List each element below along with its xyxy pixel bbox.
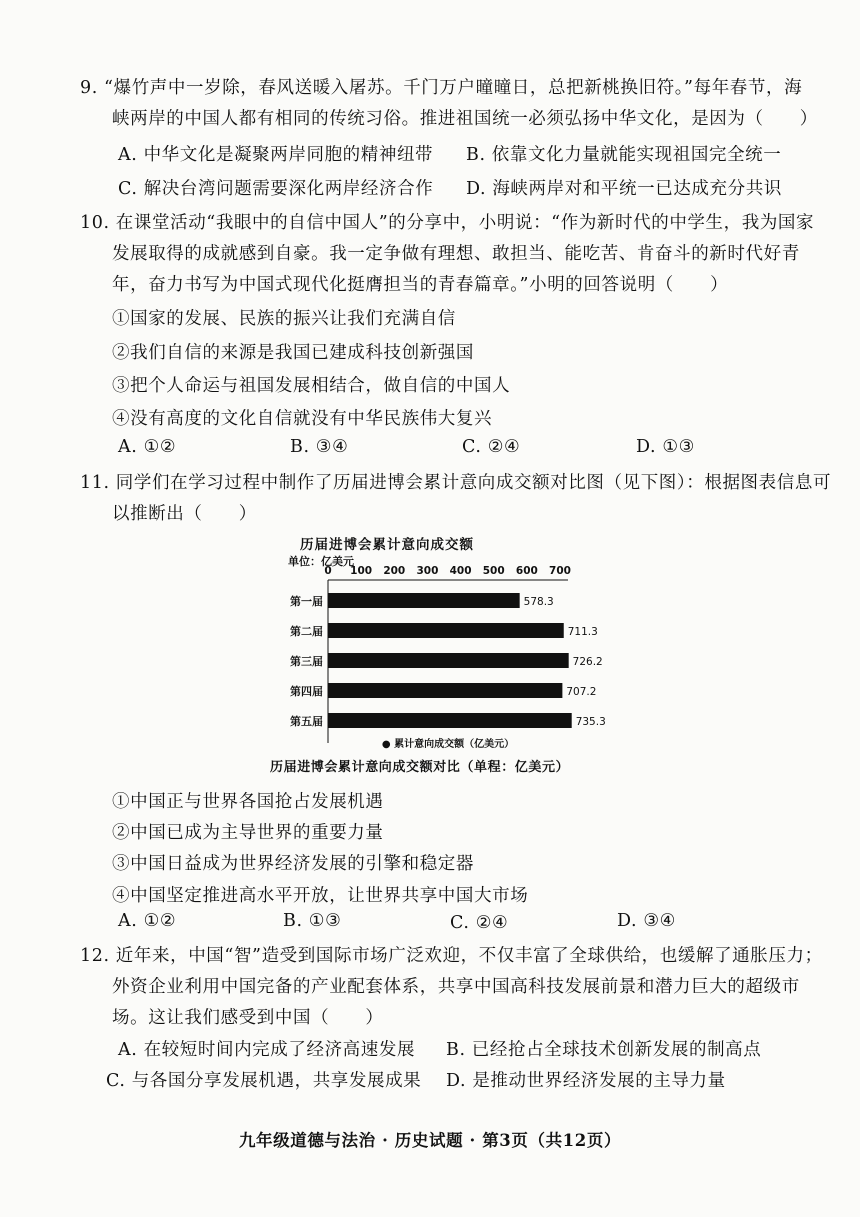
expo-chart	[270, 525, 606, 780]
q11-option-c: C. ②④	[450, 913, 509, 933]
q10-item-2: ②我们自信的来源是我国已建成科技创新强国	[112, 343, 474, 363]
q10-item-3: ③把个人命运与祖国发展相结合，做自信的中国人	[112, 376, 511, 396]
q11-item-4: ④中国坚定推进高水平开放，让世界共享中国大市场	[112, 886, 529, 906]
q9-line-2: 峡两岸的中国人都有相同的传统习俗。推进祖国统一必须弘扬中华文化，是因为（ ）	[112, 109, 818, 129]
bar	[328, 623, 564, 638]
q11-line-1: 11. 同学们在学习过程中制作了历届进博会累计意向成交额对比图（见下图）：根据图表信息可	[80, 473, 832, 493]
bar	[328, 713, 572, 728]
q12-option-b: B. 已经抢占全球技术创新发展的制高点	[446, 1040, 762, 1060]
legend-label: ● 累计意向成交额（亿美元）	[381, 739, 515, 750]
x-tick-label: 0	[324, 565, 332, 577]
q12-line-3: 场。这让我们感受到中国（ ）	[112, 1008, 384, 1028]
q11-option-d: D. ③④	[617, 911, 676, 931]
q10-option-d: D. ①③	[636, 437, 695, 457]
bar-chart-svg	[270, 525, 606, 755]
q11-option-b: B. ①③	[283, 911, 342, 931]
bar	[328, 593, 520, 608]
chart-unit-label: 单位：亿美元	[288, 555, 354, 568]
q10-line-2: 发展取得的成就感到自豪。我一定争做有理想、敢担当、能吃苦、肯奋斗的新时代好青	[112, 244, 800, 264]
q12-option-d: D. 是推动世界经济发展的主导力量	[446, 1071, 726, 1091]
bar-value-label: 735.3	[575, 716, 606, 728]
x-tick-label: 700	[549, 565, 571, 577]
q12-line-1: 12. 近年来，中国“智”造受到国际市场广泛欢迎，不仅丰富了全球供给，也缓解了通胀压力；	[80, 946, 823, 966]
category-label: 第五届	[290, 715, 323, 728]
category-label: 第二届	[290, 625, 323, 638]
bar-value-label: 726.2	[572, 656, 603, 668]
q12-option-a: A. 在较短时间内完成了经济高速发展	[118, 1040, 416, 1060]
bar	[328, 653, 569, 668]
q12-line-2: 外资企业利用中国完备的产业配套体系，共享中国高科技发展前景和潜力巨大的超级市	[112, 977, 800, 997]
q11-option-a: A. ①②	[118, 911, 177, 931]
x-tick-label: 300	[416, 565, 439, 577]
q10-option-b: B. ③④	[290, 437, 349, 457]
q10-line-1: 10. 在课堂活动“我眼中的自信中国人”的分享中，小明说：“作为新时代的中学生，我为国家	[80, 213, 815, 233]
chart-title: 历届进博会累计意向成交额	[300, 537, 474, 553]
x-tick-label: 400	[449, 565, 472, 577]
x-tick-label: 100	[350, 565, 373, 577]
q10-option-a: A. ①②	[118, 437, 177, 457]
category-label: 第四届	[290, 685, 323, 698]
category-label: 第一届	[290, 595, 323, 608]
bar-value-label: 578.3	[523, 596, 554, 608]
x-tick-label: 600	[515, 565, 538, 577]
q9-option-b: B. 依靠文化力量就能实现祖国完全统一	[466, 145, 782, 165]
q10-item-4: ④没有高度的文化自信就没有中华民族伟大复兴	[112, 409, 493, 429]
q12-option-c: C. 与各国分享发展机遇，共享发展成果	[106, 1071, 422, 1091]
q9-option-d: D. 海峡两岸对和平统一已达成充分共识	[466, 179, 782, 199]
q9-option-a: A. 中华文化是凝聚两岸同胞的精神纽带	[118, 145, 434, 165]
q11-item-1: ①中国正与世界各国抢占发展机遇	[112, 792, 384, 812]
q9-line-1: 9. “爆竹声中一岁除，春风送暖入屠苏。千门万户曈曈日，总把新桃换旧符。”每年春节，海	[80, 78, 803, 98]
category-label: 第三届	[290, 655, 323, 668]
bar-value-label: 711.3	[567, 626, 598, 638]
q10-line-3: 年，奋力书写为中国式现代化挺膺担当的青春篇章。”小明的回答说明（ ）	[112, 275, 729, 295]
x-tick-label: 200	[383, 565, 406, 577]
chart-caption: 历届进博会累计意向成交额对比（单程：亿美元）	[270, 760, 570, 775]
q11-item-2: ②中国已成为主导世界的重要力量	[112, 823, 384, 843]
q10-item-1: ①国家的发展、民族的振兴让我们充满自信	[112, 309, 456, 329]
q9-option-c: C. 解决台湾问题需要深化两岸经济合作	[118, 179, 434, 199]
q10-option-c: C. ②④	[462, 437, 521, 457]
bar	[328, 683, 562, 698]
bar-value-label: 707.2	[566, 686, 597, 698]
x-tick-label: 500	[482, 565, 505, 577]
q11-item-3: ③中国日益成为世界经济发展的引擎和稳定器	[112, 854, 474, 874]
q11-line-2: 以推断出（ ）	[112, 504, 257, 524]
page-footer: 九年级道德与法治 · 历史试题 · 第3页（共12页）	[238, 1131, 622, 1150]
